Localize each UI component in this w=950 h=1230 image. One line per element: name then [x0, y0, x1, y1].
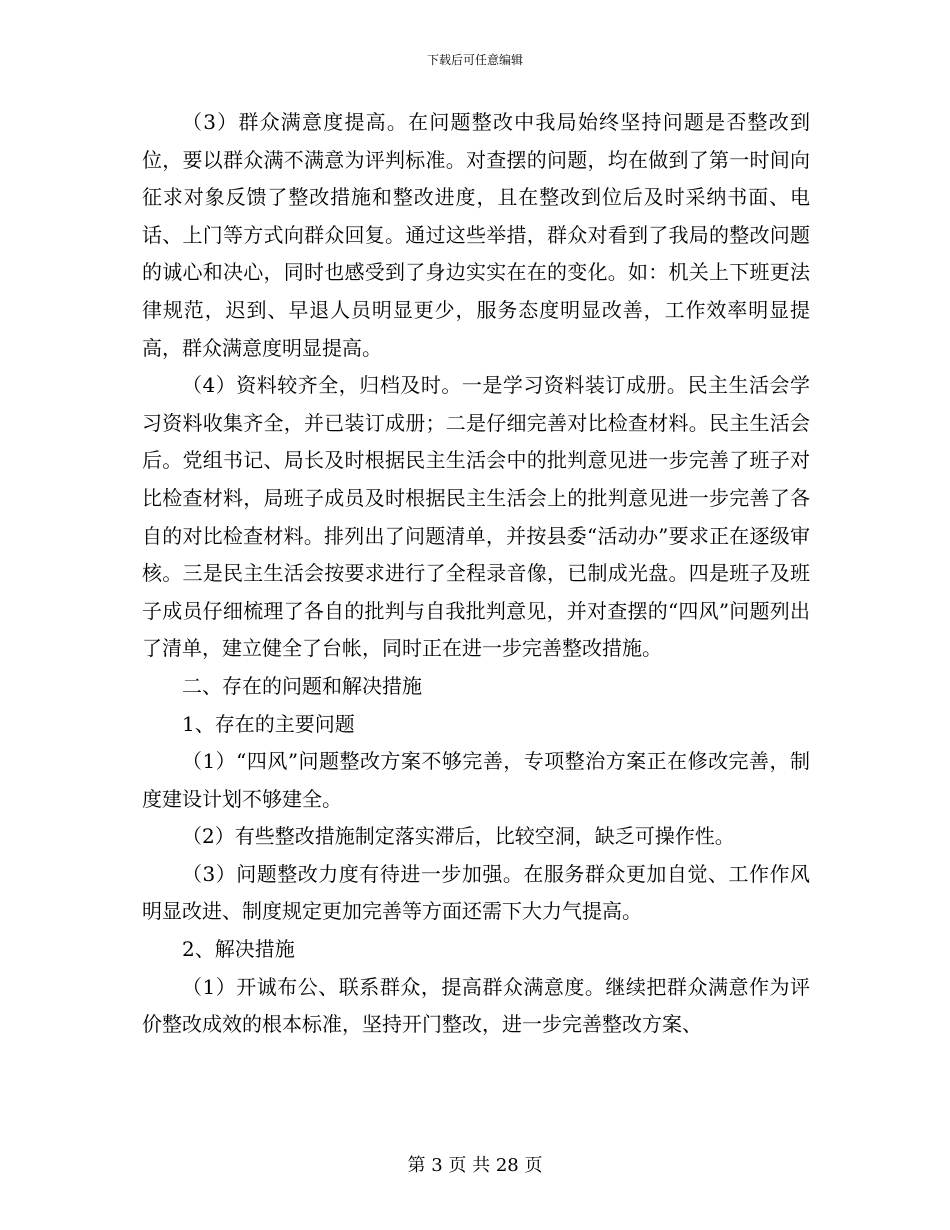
paragraph: （4）资料较齐全，归档及时。一是学习资料装订成册。民主生活会学习资料收集齐全，并已装订成册；二是仔细完善对比检查材料。民主生活会后。党组书记、局长及时根据民主生活会中的批判意见进一步完善了班子对比检查材料，局班子成员及时根据民主生活会上的批判意见进一步完善了各自的对比检查材料。排列出了问题清单，并按县委“活动办”要求正在逐级审核。三是民主生活会按要求进行了全程录音像，已制成光盘。四是班子及班子成员仔细梳理了各自的批判与自我批判意见，并对查摆的“四风”问题列出了清单，建立健全了台帐，同时正在进一步完善整改措施。	[142, 373, 810, 661]
subsection-heading: 1、存在的主要问题	[182, 711, 355, 736]
page-number: 第 3 页 共 28 页	[407, 1155, 543, 1176]
subsection-heading: 2、解决措施	[182, 937, 295, 962]
paragraph: （3）问题整改力度有待进一步加强。在服务群众更加自觉、工作作风明显改进、制度规定更加完善等方面还需下大力气提高。	[142, 861, 810, 924]
document-body	[142, 104, 810, 1044]
section-heading: 二、存在的问题和解决措施	[182, 673, 422, 698]
paragraph: （3）群众满意度提高。在问题整改中我局始终坚持问题是否整改到位，要以群众满不满意为评判标准。对查摆的问题，均在做到了第一时间向征求对象反馈了整改措施和整改进度，且在整改到位后及时采纳书面、电话、上门等方式向群众回复。通过这些举措，群众对看到了我局的整改问题的诚心和决心，同时也感受到了身边实实在在的变化。如：机关上下班更法律规范，迟到、早退人员明显更少，服务态度明显改善，工作效率明显提高，群众满意度明显提高。	[142, 110, 810, 360]
paragraph: （1）“四风”问题整改方案不够完善，专项整治方案正在修改完善，制度建设计划不够建全。	[142, 749, 810, 811]
paragraph: （2）有些整改措施制定落实滞后，比较空洞，缺乏可操作性。	[182, 824, 735, 849]
page-header: 下载后可任意编辑	[426, 53, 523, 67]
paragraph: （1）开诚布公、联系群众，提高群众满意度。继续把群众满意作为评价整改成效的根本标准，坚持开门整改，进一步完善整改方案、	[142, 974, 810, 1037]
